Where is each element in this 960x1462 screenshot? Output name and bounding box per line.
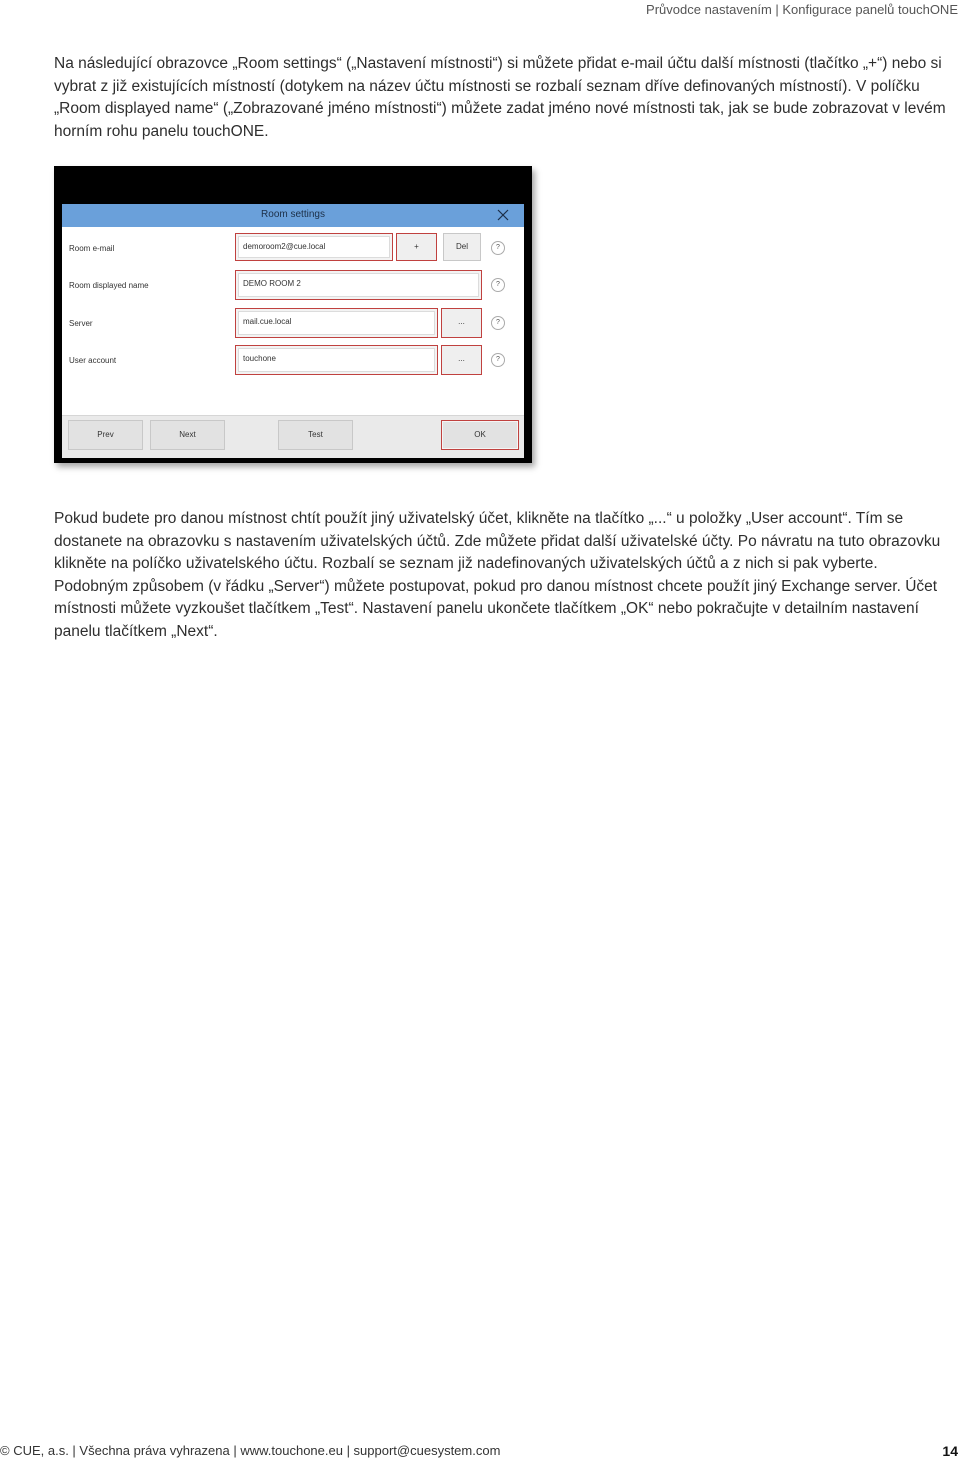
page-number: 14 <box>942 1443 958 1459</box>
ok-button[interactable]: OK <box>441 420 519 450</box>
room-email-field[interactable]: demoroom2@cue.local <box>235 233 393 261</box>
dialog-titlebar <box>62 204 524 227</box>
help-icon-account[interactable]: ? <box>491 353 505 367</box>
server-browse-button[interactable]: ... <box>441 308 482 338</box>
dialog-title: Room settings <box>261 209 325 220</box>
room-settings-screenshot <box>54 166 532 463</box>
delete-room-button[interactable]: Del <box>443 233 481 261</box>
dialog-button-bar <box>62 415 524 458</box>
add-room-button[interactable]: + <box>396 233 437 261</box>
room-email-label: Room e-mail <box>69 244 115 253</box>
help-icon-email[interactable]: ? <box>491 241 505 255</box>
room-displayed-name-label: Room displayed name <box>69 281 149 290</box>
user-account-label: User account <box>69 356 117 365</box>
instructions-paragraph <box>54 508 954 643</box>
user-account-field[interactable]: touchone <box>235 345 438 375</box>
server-field[interactable]: mail.cue.local <box>235 308 438 338</box>
instructions-paragraph-text: Pokud budete pro danou místnost chtít použít jiný uživatelský účet, klikněte na tlačítko „...“ u položky „User account“. Tím se dostanete na obrazovku s nastavením uživatelských účtů. Zde můžete přidat další uživatelské účty. Po návratu na tuto obrazovku klikněte na políčko uživatelského účtu. Rozbalí se seznam již nadefinovaných uživatelských účtů a z nich si pak vyberte. Podobným způsobem (v řádku „Server“) můžete postupovat, pokud pro danou místnost chcete použít jiný Exchange server. Účet místnosti můžete vyzkoušet tlačítkem „Test“. Nastavení panelu ukončete tlačítkem „OK“ nebo pokračujte v detailním nastavení panelu tlačítkem „Next“. <box>54 510 941 640</box>
user-account-browse-button[interactable]: ... <box>441 345 482 375</box>
intro-paragraph <box>54 53 954 143</box>
page-header-breadcrumb: Průvodce nastavením | Konfigurace panelů touchONE <box>646 2 958 17</box>
prev-button[interactable]: Prev <box>68 420 143 450</box>
help-icon-server[interactable]: ? <box>491 316 505 330</box>
next-button[interactable]: Next <box>150 420 225 450</box>
close-icon[interactable] <box>496 208 510 222</box>
room-displayed-name-field[interactable]: DEMO ROOM 2 <box>235 270 482 300</box>
server-label: Server <box>69 319 93 328</box>
help-icon-name[interactable]: ? <box>491 278 505 292</box>
page-footer: © CUE, a.s. | Všechna práva vyhrazena | www.touchone.eu | support@cuesystem.com <box>0 1443 501 1458</box>
room-settings-dialog <box>62 204 524 458</box>
intro-paragraph-text: Na následující obrazovce „Room settings“ („Nastavení místnosti“) si můžete přidat e-mail účtu další místnosti (tlačítko „+“) nebo si vybrat z již existujících místností (dotykem na název účtu místnosti se rozbalí seznam dříve definovaných místností). V políčku „Room displayed name“ („Zobrazované jméno místnosti“) můžete zadat jméno nové místnosti tak, jak se bude zobrazovat v levém horním rohu panelu touchONE. <box>54 55 946 140</box>
test-button[interactable]: Test <box>278 420 353 450</box>
